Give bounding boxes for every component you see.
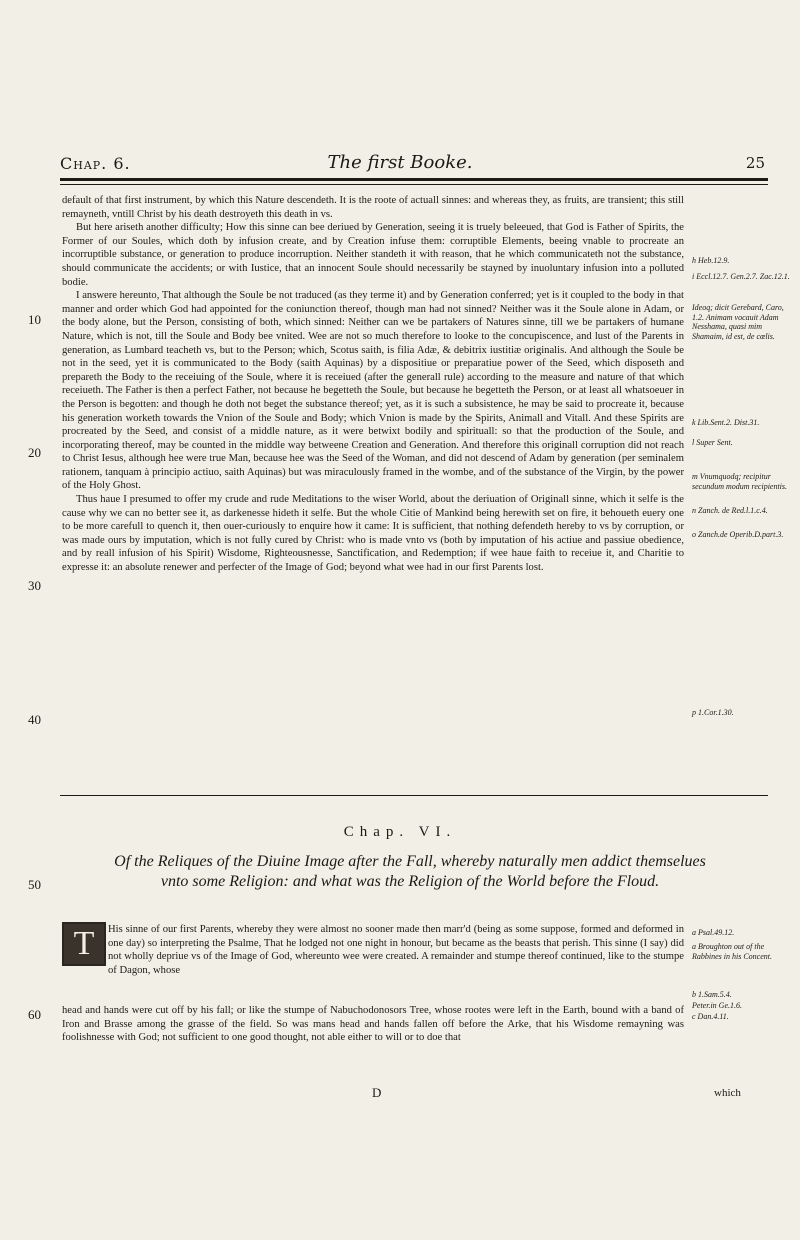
margin-note: Peter.in Ge.1.6. xyxy=(692,1001,742,1010)
margin-note: n Zanch. de Red.l.1.c.4. xyxy=(692,506,768,515)
chapter-text-continued: head and hands were cut off by his fall; or like the stumpe of Nabuchodonosors Tree, whose rootes were left in the Earth, bound with a band of Iron and Brasse among the grasse of the field. So was mans head and hands fallen off before the Arke, that his Wisdome remayning was foolishnesse with God; not sufficient to one good thought, not able either to will or to doe that xyxy=(62,1005,684,1044)
signature-mark: D xyxy=(372,1085,382,1100)
margin-note: l Super Sent. xyxy=(692,438,733,447)
book-title: The first Booke. xyxy=(327,152,473,173)
line-number: 60 xyxy=(28,1007,41,1022)
page-number: 25 xyxy=(745,154,765,172)
section-rule xyxy=(60,795,768,796)
margin-note: i Eccl.12.7. Gen.2.7. Zac.12.1. xyxy=(692,272,790,281)
margin-note: b 1.Sam.5.4. xyxy=(692,990,732,999)
margin-note: Ideoq; dicit Gerebard, Caro, 1.2. Animam vocauit Adam Nesshama, quasi mim Shamaim, id est, de cœlis. xyxy=(692,303,784,341)
margin-note: p 1.Cor.1.30. xyxy=(692,708,734,717)
paragraph: I answere hereunto, That although the Soule be not traduced (as they terme it) and by Generation conferred; yet is it coupled to the body in that manner and order which God had appointed for the coniunction thereof, though man had not sinned? Neither was it the Soule alone in Adam, or the body alone, but the Person, consisting of both, which sinned: Neither can we be partakers of Natures sinne, till we be partakers of humane Nature, which is not, till the Soule and Body bee vnited. Wee are not so much therefore to looke to the concupiscence, and lust of the Parents in generation, as Lumbard teacheth vs, but to the Person; which, Scotus saith, is filia Adæ, & debitrix iustitiæ originalis. And although the Soule be not in the seed, yet it is communicated to the Body (saith Aquinas) by a dispositiue or preparatiue power of the Seed, which disposeth and prepareth the Body to the receiuing of the Soule, where it is receiued (after the generall rule) according to the measure and nature of that which receiueth. The Father is then a perfect Father, not because he begetteth the Soule, but because he begetteth the Person, or at least all whatsoeuer in the Person is begotten: and though he doth not beget the substance thereof; yet, as it is such a subsistence, he may be said to procreate it, because his generation worketh towards the Vnion of the Soule and Body; which Vnion is made by the Spirits, Animall and Vitall. And these Spirits are procreated by the Seed, and consist of a middle nature, as it were betwixt bodily and spirituall: so that the production of the Soule, and incorporating thereof, may be counted in the middle way betweene Creation and Generation. And therefore this originall corruption did not reach to Christ Iesus, although hee were true Man, because hee was the Seed of the Woman, and did not descend of Adam by generation (per seminalem rationem, tanquam à principio actiuo, saith Aquinas) but was miraculously framed in the wombe, and of the substance of the Virgin, by the power of the Holy Ghost. xyxy=(62,290,684,492)
header-rule-thin xyxy=(60,184,768,185)
paragraph: default of that first instrument, by which this Nature descendeth. It is the roote of actuall sinnes: and whereas they, as fruits, are transient; this still remayneth, vntill Christ by his death destroyeth this death in vs. xyxy=(62,195,684,220)
line-number: 20 xyxy=(28,445,41,460)
paragraph: But here ariseth another difficulty; How this sinne can bee deriued by Generation, seeing it is truely beleeued, that God is Father of Spirits, the Former of our Soules, which doth by infusion create, and by Creation infuse them: corruptible Elements, beeing vnable to procreate an incorruptible substance, or generation to produce incorruption. Neither standeth it with reason, that he which communicateth not the substance, should communicate the accidents; or with Iustice, that an innocent Soule should necessarily be stayned by inuoluntary infusion into a polluted bodie. xyxy=(62,222,684,288)
catchword: which xyxy=(714,1087,741,1099)
chapter-number: Chap. 6. xyxy=(60,154,131,173)
line-number: 40 xyxy=(28,712,41,727)
running-head xyxy=(60,152,765,176)
margin-note: h Heb.12.9. xyxy=(692,256,730,265)
paragraph: Thus haue I presumed to offer my crude and rude Meditations to the wiser World, about the deriuation of Originall sinne, which it selfe is the cause why we can no better see it, as darkenesse hideth it selfe. But the whole Citie of Mankind being herewith set on fire, it behoueth euery one to be more carefull to quench it, then ouer-curiously to enquire how it came: It is sufficient, that nothing defendeth hereby to vs by corruption, or was made ours by imputation, which is not fully cured by Christ: who is made vnto vs (both by imputation of his actiue and passiue obedience, and by reall infusion of his Spirit) Wisdome, Righteousnesse, Sanctification, and Redemption; if wee haue faith to receiue it, and Charitie to expresse it: an absolute renewer and perfecter of the Image of God; beyond what wee had in our first Parents lost. xyxy=(62,494,684,574)
margin-note: a Psal.49.12. xyxy=(692,928,735,937)
margin-note: m Vnumquodq; recipitur secundum modum recipientis. xyxy=(692,472,788,491)
line-number: 50 xyxy=(28,877,41,892)
margin-note: o Zanch.de Operib.D.part.3. xyxy=(692,530,784,539)
chapter-title: Of the Reliques of the Diuine Image after the Fall, whereby naturally men addict themselues vnto some Religion: and what was the Religion of the World before the Floud. xyxy=(114,853,706,890)
line-number: 10 xyxy=(28,312,41,327)
margin-note: c Dan.4.11. xyxy=(692,1012,729,1021)
header-rule xyxy=(60,178,768,181)
drop-cap: T xyxy=(62,922,106,966)
chapter-heading: Chap. VI. xyxy=(343,824,457,840)
margin-note: a Broughton out of the Rabbines in his Concent. xyxy=(692,942,772,961)
chapter-text-opening: His sinne of our first Parents, whereby they were almost no sooner made then marr'd (being as some suppose, formed and deformed in one day) so interpreting the Psalme, That he lodged not one night in honour, but became as the beasts that perish. This sinne (I say) did not wholly depriue vs of the Image of God, whereunto wee were created. A remainder and stumpe thereof continued, like to the stumpe of Dagon, whose xyxy=(108,924,684,976)
main-text xyxy=(62,194,684,575)
line-number: 30 xyxy=(28,578,41,593)
margin-note: k Lib.Sent.2. Dist.31. xyxy=(692,418,760,427)
